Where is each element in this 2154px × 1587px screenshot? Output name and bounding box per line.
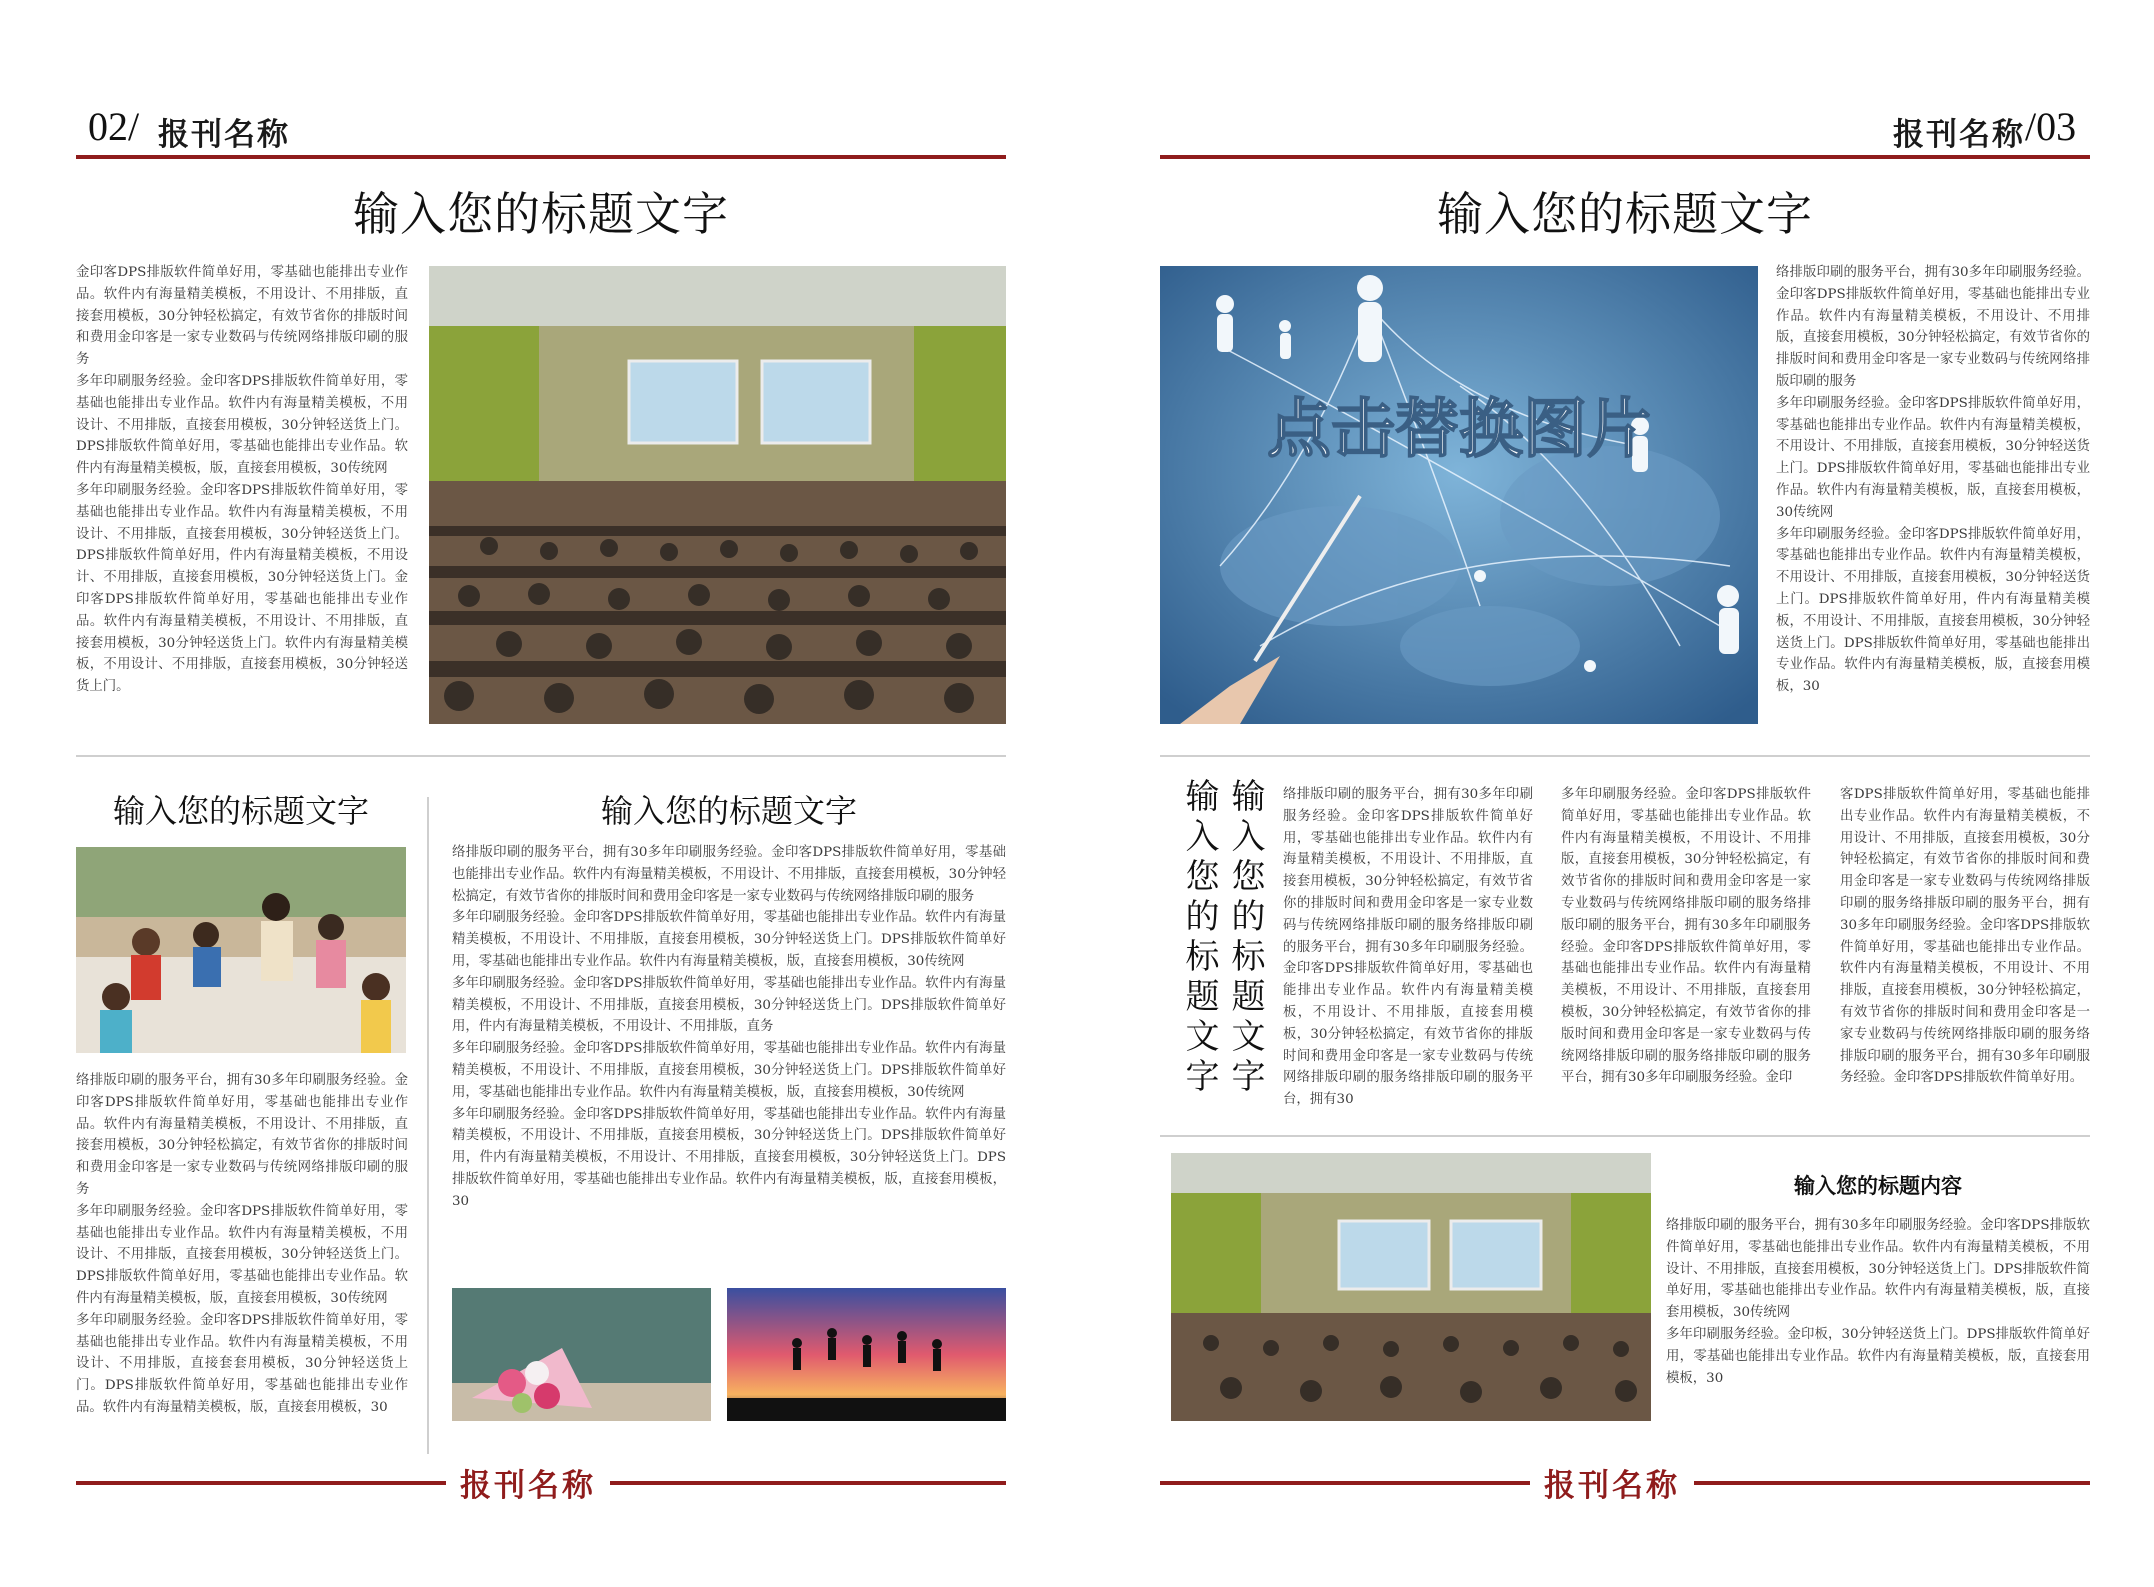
paper-name-header-right: 报刊名称: [1893, 117, 2025, 153]
children-photo: [76, 847, 406, 1053]
paper-name-header-left: 报刊名称: [158, 117, 290, 153]
sub-text-right: 络排版印刷的服务平台，拥有30多年印刷服务经验。金印客DPS排版软件简单好用，零基础也能排出专业作品。软件内有海量精美模板，不用设计、不用排版，直接套用模板，30分钟轻送货上门。DPS排版软件简单好用，零基础也能排出专业作品。软件内有海量精美模板，版，直接套用模板，30传统网 多年印刷服务经验。金印板，30分钟轻送货上门。DPS排版软件简单好用，零基础也能排出专业作品。软件内有海量精美模板，版，直接套用模板，30: [1666, 1218, 2090, 1386]
vertical-title-2: 输入您的标题文字: [1225, 778, 1265, 1098]
column-text-3: 客DPS排版软件简单好用，零基础也能排出专业作品。软件内有海量精美模板，不用设计、不用排版，直接套用模板，30分钟轻松搞定，有效节省你的排版时间和费用金印客是一家专业数码与传统网络排版印刷的服务络排版印刷的服务平台，拥有30多年印刷服务经验。金印客DPS排版软件简单好用，零基础也能排出专业作品。软件内有海量精美模板，不用设计、不用排版，直接套用模板，30分钟轻松搞定，有效节省你的排版时间和费用金印客是一家专业数码与传统网络排版印刷的服务络排版印刷的服务平台，拥有30多年印刷服务经验。金印客DPS排版软件简单好用。: [1840, 787, 2090, 1086]
lecture-hall-photo-small: [1171, 1153, 1651, 1421]
page-number-right: /03: [2025, 104, 2077, 149]
section-divider-left: [76, 755, 1006, 757]
bouquet-photo: [452, 1288, 711, 1421]
sub-text-right-col: 络排版印刷的服务平台，拥有30多年印刷服务经验。金印客DPS排版软件简单好用，零基础也能排出专业作品。软件内有海量精美模板，不用设计、不用排版，直接套用模板，30分钟轻松搞定，有效节省你的排版时间和费用金印客是一家专业数码与传统网络排版印刷的服务 多年印刷服务经验。金印客DPS排版软件简单好用，零基础也能排出专业作品。软件内有海量精美模板，不用设计、不用排版，直接套用模板，30分钟轻送货上门。DPS排版软件简单好用，零基础也能排出专业作品。软件内有海量精美模板，版，直接套用模板，30传统网 多年印刷服务经验。金印客DPS排版软件简单好用，零基础也能排出专业作品。软件内有海量精美模板，不用设计、不用排版，直接套用模板，30分钟轻送货上门。DPS排版软件简单好用，件内有海量精美模板，不用设计、不用排版，直务 多年印刷服务经验。金印客DPS排版软件简单好用，零基础也能排出专业作品。软件内有海量精美模板，不用设计、不用排版，直接套用模板，30分钟轻送货上门。DPS排版软件简单好用，零基础也能排出专业作品。软件内有海量精美模板，版，直接套用模板，30传统网 多年印刷服务经验。金印客DPS排版软件简单好用，零基础也能排出专业作品。软件内有海量精美模板，不用设计、不用排版，直接套用模板，30分钟轻送货上门。DPS排版软件简单好用，件内有海量精美模板，不用设计、不用排版，直接套用模板，30分钟轻送货上门。DPS排版软件简单好用，零基础也能排出专业作品。软件内有海量精美模板，版，直接套用模板，30: [452, 845, 1006, 1209]
paper-name-footer-left: 报刊名称: [446, 1460, 610, 1505]
sunset-jump-photo: [727, 1288, 1006, 1421]
header-rule-right: [1160, 155, 2090, 159]
sub-title-right: 输入您的标题内容: [1794, 1174, 1962, 1198]
page-number-left: 02/: [88, 104, 140, 149]
main-text-left: 金印客DPS排版软件简单好用，零基础也能排出专业作品。软件内有海量精美模板，不用设计、不用排版，直接套用模板，30分钟轻松搞定，有效节省你的排版时间和费用金印客是一家专业数码与传统网络排版印刷的服务 多年印刷服务经验。金印客DPS排版软件简单好用，零基础也能排出专业作品。软件内有海量精美模板，不用设计、不用排版，直接套用模板，30分钟轻送货上门。DPS排版软件简单好用，零基础也能排出专业作品。软件内有海量精美模板，版，直接套用模板，30传统网 多年印刷服务经验。金印客DPS排版软件简单好用，零基础也能排出专业作品。软件内有海量精美模板，不用设计、不用排版，直接套用模板，30分钟轻送货上门。DPS排版软件简单好用，件内有海量精美模板，不用设计、不用排版，直接套用模板，30分钟轻送货上门。金印客DPS排版软件简单好用，零基础也能排出专业作品。软件内有海量精美模板，不用设计、不用排版，直接套用模板，30分钟轻送货上门。软件内有海量精美模板，不用设计、不用排版，直接套用模板，30分钟轻送货上门。: [76, 265, 408, 695]
column-divider-left: [427, 797, 429, 1454]
column-text-1: 络排版印刷的服务平台，拥有30多年印刷服务经验。金印客DPS排版软件简单好用，零基础也能排出专业作品。软件内有海量精美模板，不用设计、不用排版，直接套用模板，30分钟轻松搞定，有效节省你的排版时间和费用金印客是一家专业数码与传统网络排版印刷的服务络排版印刷的服务平台，拥有30多年印刷服务经验。金印客DPS排版软件简单好用，零基础也能排出专业作品。软件内有海量精美模板，不用设计、不用排版，直接套用模板，30分钟轻松搞定，有效节省你的排版时间和费用金印客是一家专业数码与传统网络排版印刷的服务络排版印刷的服务平台，拥有30: [1283, 787, 1533, 1108]
main-text-right: 络排版印刷的服务平台，拥有30多年印刷服务经验。金印客DPS排版软件简单好用，零基础也能排出专业作品。软件内有海量精美模板，不用设计、不用排版，直接套用模板，30分钟轻松搞定，有效节省你的排版时间和费用金印客是一家专业数码与传统网络排版印刷的服务 多年印刷服务经验。金印客DPS排版软件简单好用，零基础也能排出专业作品。软件内有海量精美模板，不用设计、不用排版，直接套用模板，30分钟轻送货上门。DPS排版软件简单好用，零基础也能排出专业作品。软件内有海量精美模板，版，直接套用模板，30传统网 多年印刷服务经验。金印客DPS排版软件简单好用，零基础也能排出专业作品。软件内有海量精美模板，不用设计、不用排版，直接套用模板，30分钟轻送货上门。DPS排版软件简单好用，件内有海量精美模板，不用设计、不用排版，直接套用模板，30分钟轻送货上门。DPS排版软件简单好用，零基础也能排出专业作品。软件内有海量精美模板，版，直接套用模板，30: [1776, 265, 2090, 695]
header-rule-left: [76, 155, 1006, 159]
main-title-left: 输入您的标题文字: [353, 187, 729, 241]
image-overlay-text: 点击替换图片: [1267, 393, 1651, 467]
lecture-hall-photo: [429, 266, 1006, 724]
section-divider-right-top: [1160, 755, 2090, 757]
main-title-right: 输入您的标题文字: [1437, 187, 1813, 241]
section-divider-right-bottom: [1160, 1135, 2090, 1137]
sub-text-left-col: 络排版印刷的服务平台，拥有30多年印刷服务经验。金印客DPS排版软件简单好用，零基础也能排出专业作品。软件内有海量精美模板，不用设计、不用排版，直接套用模板，30分钟轻松搞定，有效节省你的排版时间和费用金印客是一家专业数码与传统网络排版印刷的服务 多年印刷服务经验。金印客DPS排版软件简单好用，零基础也能排出专业作品。软件内有海量精美模板，不用设计、不用排版，直接套用模板，30分钟轻送货上门。DPS排版软件简单好用，零基础也能排出专业作品。软件内有海量精美模板，版，直接套用模板，30传统网 多年印刷服务经验。金印客DPS排版软件简单好用，零基础也能排出专业作品。软件内有海量精美模板，不用设计、不用排版，直接套套用模板，30分钟轻送货上门。DPS排版软件简单好用，零基础也能排出专业作品。软件内有海量精美模板，版，直接套用模板，30: [76, 1073, 408, 1415]
column-text-2: 多年印刷服务经验。金印客DPS排版软件简单好用，零基础也能排出专业作品。软件内有海量精美模板，不用设计、不用排版，直接套用模板，30分钟轻松搞定，有效节省你的排版时间和费用金印客是一家专业数码与传统网络排版印刷的服务络排版印刷的服务平台，拥有30多年印刷服务经验。金印客DPS排版软件简单好用，零基础也能排出专业作品。软件内有海量精美模板，不用设计、不用排版，直接套用模板，30分钟轻松搞定，有效节省你的排版时间和费用金印客是一家专业数码与传统网络排版印刷的服务络排版印刷的服务平台，拥有30多年印刷服务经验。金印: [1561, 787, 1811, 1086]
paper-name-footer-right: 报刊名称: [1530, 1460, 1694, 1505]
sub-title-right-col: 输入您的标题文字: [600, 792, 857, 830]
vertical-title-1: 输入您的标题文字: [1179, 778, 1219, 1098]
sub-title-left-col: 输入您的标题文字: [112, 792, 369, 830]
network-image-placeholder[interactable]: [1160, 266, 1758, 724]
